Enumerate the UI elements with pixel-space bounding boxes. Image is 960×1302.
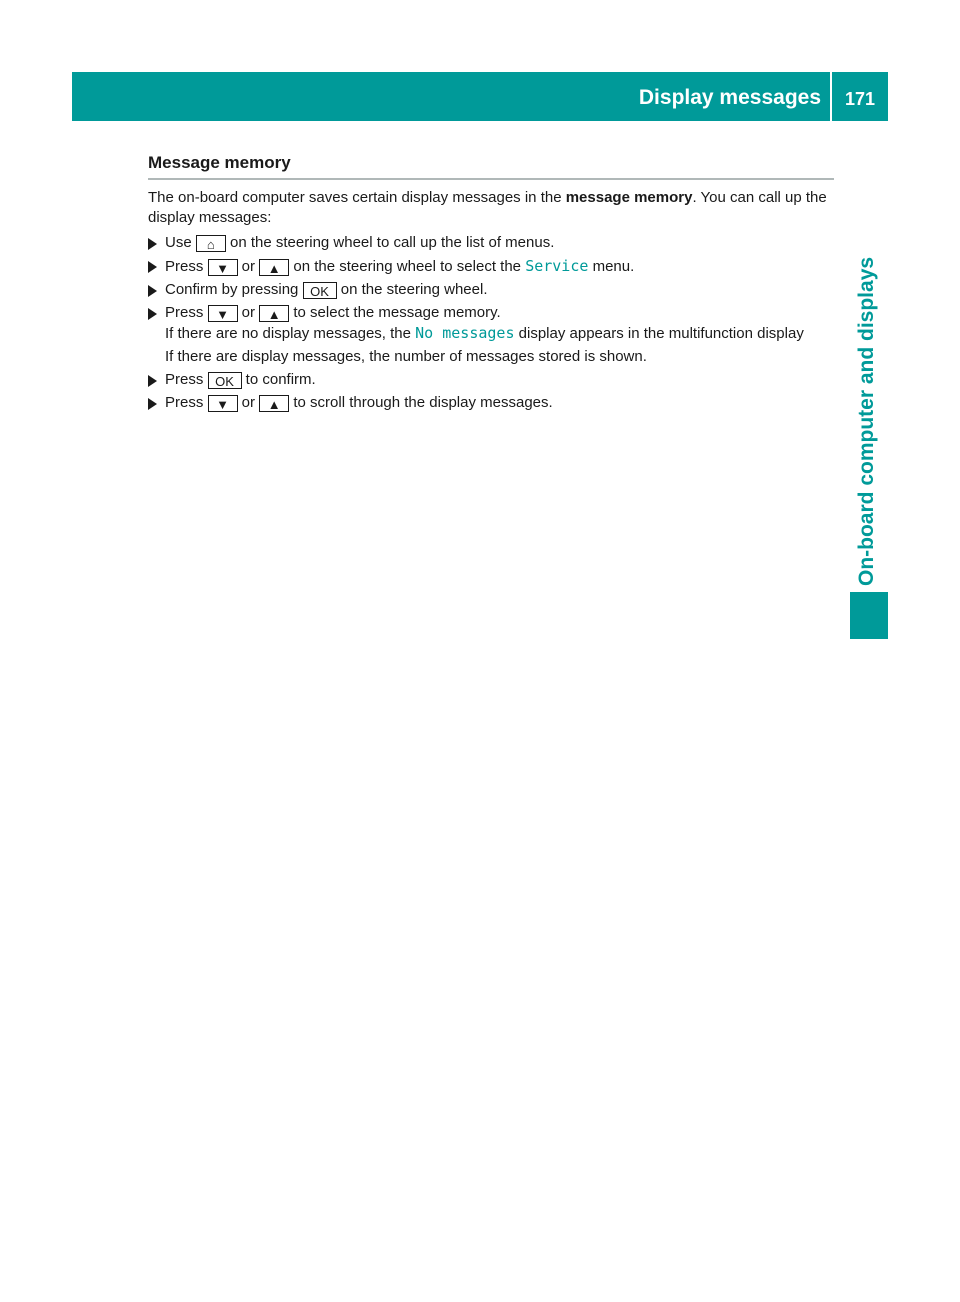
- step-arrow-icon: [148, 238, 157, 250]
- step-text: Confirm by pressing: [165, 281, 303, 298]
- step-5: [148, 370, 834, 390]
- step-text: on the steering wheel.: [336, 281, 488, 298]
- header-bar: [72, 72, 888, 121]
- content: [148, 150, 834, 413]
- step-arrow-icon: [148, 261, 157, 273]
- step-text: or: [237, 394, 260, 411]
- step-4-result-none: [165, 323, 834, 344]
- intro-bold-term: message memory: [565, 189, 693, 206]
- step-text: on the steering wheel to select the: [289, 258, 526, 275]
- up-key-icon: ▲: [259, 259, 289, 276]
- ok-key-icon: OK: [303, 282, 337, 299]
- intro-paragraph: [148, 188, 834, 228]
- step-text: Press: [165, 394, 208, 411]
- step-text: to scroll through the display messages.: [289, 394, 553, 411]
- step-text: to select the message memory.: [289, 304, 501, 321]
- down-key-icon: ▼: [208, 305, 238, 322]
- step-arrow-icon: [148, 375, 157, 387]
- page-number: 171: [844, 89, 876, 109]
- step-arrow-icon: [148, 285, 157, 297]
- step-text: display appears in the multifunction display: [514, 325, 804, 342]
- step-text: Press: [165, 371, 208, 388]
- side-tab-block: [850, 592, 888, 639]
- intro-text-after: . You can call up the display messages:: [148, 189, 827, 226]
- up-key-icon: ▲: [259, 395, 289, 412]
- up-key-icon: ▲: [259, 305, 289, 322]
- step-2: [148, 256, 834, 277]
- intro-text-before: The on-board computer saves certain display messages in the: [148, 189, 566, 206]
- down-key-icon: ▼: [208, 395, 238, 412]
- step-text: Use: [165, 234, 196, 251]
- side-tab-label: On-board computer and displays: [855, 256, 878, 586]
- no-messages-label: No messages: [415, 324, 515, 342]
- section-title: Message memory: [148, 150, 834, 180]
- step-text: If there are no display messages, the: [165, 325, 416, 342]
- step-text: or: [237, 304, 260, 321]
- header-title: Display messages: [638, 86, 821, 109]
- down-key-icon: ▼: [208, 259, 238, 276]
- step-text: menu.: [588, 258, 635, 275]
- step-text: or: [237, 258, 260, 275]
- step-4: [148, 303, 834, 367]
- service-menu-label: Service: [525, 257, 589, 275]
- step-text: Press: [165, 258, 208, 275]
- step-text: to confirm.: [241, 371, 316, 388]
- step-text: Press: [165, 304, 208, 321]
- ok-key-icon: OK: [208, 372, 242, 389]
- step-4-result-some: If there are display messages, the number of messages stored is shown.: [165, 348, 647, 365]
- home-key-icon: ⌂: [196, 235, 226, 252]
- step-6: [148, 393, 834, 413]
- step-arrow-icon: [148, 398, 157, 410]
- step-arrow-icon: [148, 308, 157, 320]
- step-1: [148, 233, 834, 253]
- step-3: [148, 280, 834, 300]
- step-text: on the steering wheel to call up the list of menus.: [225, 234, 555, 251]
